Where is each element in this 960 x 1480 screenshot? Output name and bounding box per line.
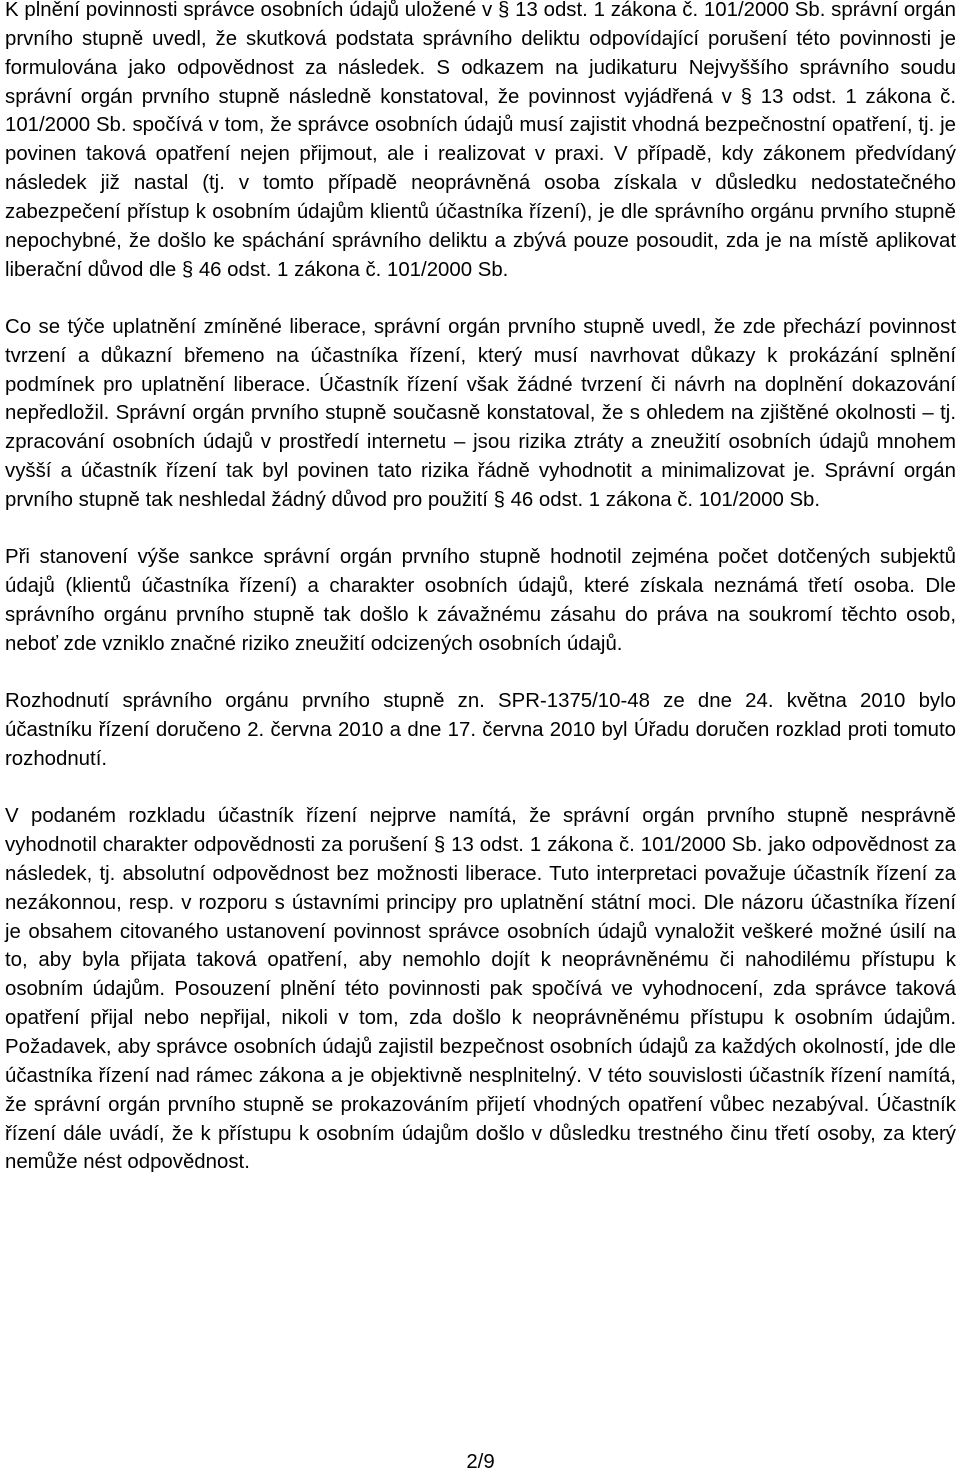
page-number: 2/9	[466, 1451, 495, 1473]
document-body	[5, 0, 956, 1177]
paragraph-liberation: Co se týče uplatnění zmíněné liberace, správní orgán prvního stupně uvedl, že zde přechází povinnost tvrzení a důkazní břemeno na účastníka řízení, který musí navrhovat důkazy k prokázání splnění podmínek pro uplatnění liberace. Účastník řízení však žádné tvrzení či návrh na doplnění dokazování nepředložil. Správní orgán prvního stupně současně konstatoval, že s ohledem na zjištěné okolnosti – tj. zpracování osobních údajů v prostředí internetu – jsou rizika ztráty a zneužití osobních údajů mnohem vyšší a účastník řízení tak byl povinen tato rizika řádně vyhodnotit a minimalizovat je. Správní orgán prvního stupně tak neshledal žádný důvod pro použití § 46 odst. 1 zákona č. 101/2000 Sb.	[5, 315, 956, 511]
paragraph-appeal: V podaném rozkladu účastník řízení nejprve namítá, že správní orgán prvního stupně nesprávně vyhodnotil charakter odpovědnosti za porušení § 13 odst. 1 zákona č. 101/2000 Sb. jako odpovědnost za následek, tj. absolutní odpovědnost bez možnosti liberace. Tuto interpretaci považuje účastník řízení za nezákonnou, resp. v rozporu s ústavními principy pro uplatnění státní moci. Dle názoru účastníka řízení je obsahem citovaného ustanovení povinnost správce osobních údajů vynaložit veškeré možné úsilí na to, aby byla přijata taková opatření, aby nemohlo dojít k neoprávněnému či nahodilému přístupu k osobním údajům. Posouzení plnění této povinnosti pak spočívá ve vyhodnocení, zda správce taková opatření přijal nebo nepřijal, nikoli v tom, zda došlo k neoprávněnému přístupu k osobním údajům. Požadavek, aby správce osobních údajů zajistil bezpečnost osobních údajů za každých okolností, jde dle účastníka řízení nad rámec zákona a je objektivně nesplnitelný. V této souvislosti účastník řízení namítá, že správní orgán prvního stupně se prokazováním přijetí vhodných opatření vůbec nezabýval. Účastník řízení dále uvádí, že k přístupu k osobním údajům došlo v důsledku trestného činu třetí osoby, za který nemůže nést odpovědnost.	[5, 805, 956, 1174]
paragraph-liability: K plnění povinnosti správce osobních údajů uložené v § 13 odst. 1 zákona č. 101/2000 Sb. správní orgán prvního stupně uvedl, že skutková podstata správního deliktu odpovídající porušení této povinnosti je formulována jako odpovědnost za následek. S odkazem na judikaturu Nejvyššího správního soudu správní orgán prvního stupně následně konstatoval, že povinnost vyjádřená v § 13 odst. 1 zákona č. 101/2000 Sb. spočívá v tom, že správce osobních údajů musí zajistit vhodná bezpečnostní opatření, tj. je povinen taková opatření nejen přijmout, ale i realizovat v praxi. V případě, kdy zákonem předvídaný následek již nastal (tj. v tomto případě neoprávněná osoba získala v důsledku nedostatečného zabezpečení přístup k osobním údajům klientů účastníka řízení), je dle správního orgánu prvního stupně nepochybné, že došlo ke spáchání správního deliktu a zbývá pouze posoudit, zda je na místě aplikovat liberační důvod dle § 46 odst. 1 zákona č. 101/2000 Sb.	[5, 0, 956, 281]
paragraph-sanction: Při stanovení výše sankce správní orgán prvního stupně hodnotil zejména počet dotčených subjektů údajů (klientů účastníka řízení) a charakter osobních údajů, které získala neznámá třetí osoba. Dle správního orgánu prvního stupně tak došlo k závažnému zásahu do práva na soukromí těchto osob, neboť zde vzniklo značné riziko zneužití odcizených osobních údajů.	[5, 546, 956, 655]
paragraph-decision-delivery: Rozhodnutí správního orgánu prvního stupně zn. SPR-1375/10-48 ze dne 24. května 2010 bylo účastníku řízení doručeno 2. června 2010 a dne 17. června 2010 byl Úřadu doručen rozklad proti tomuto rozhodnutí.	[5, 690, 956, 770]
document-page	[5, 0, 956, 1480]
